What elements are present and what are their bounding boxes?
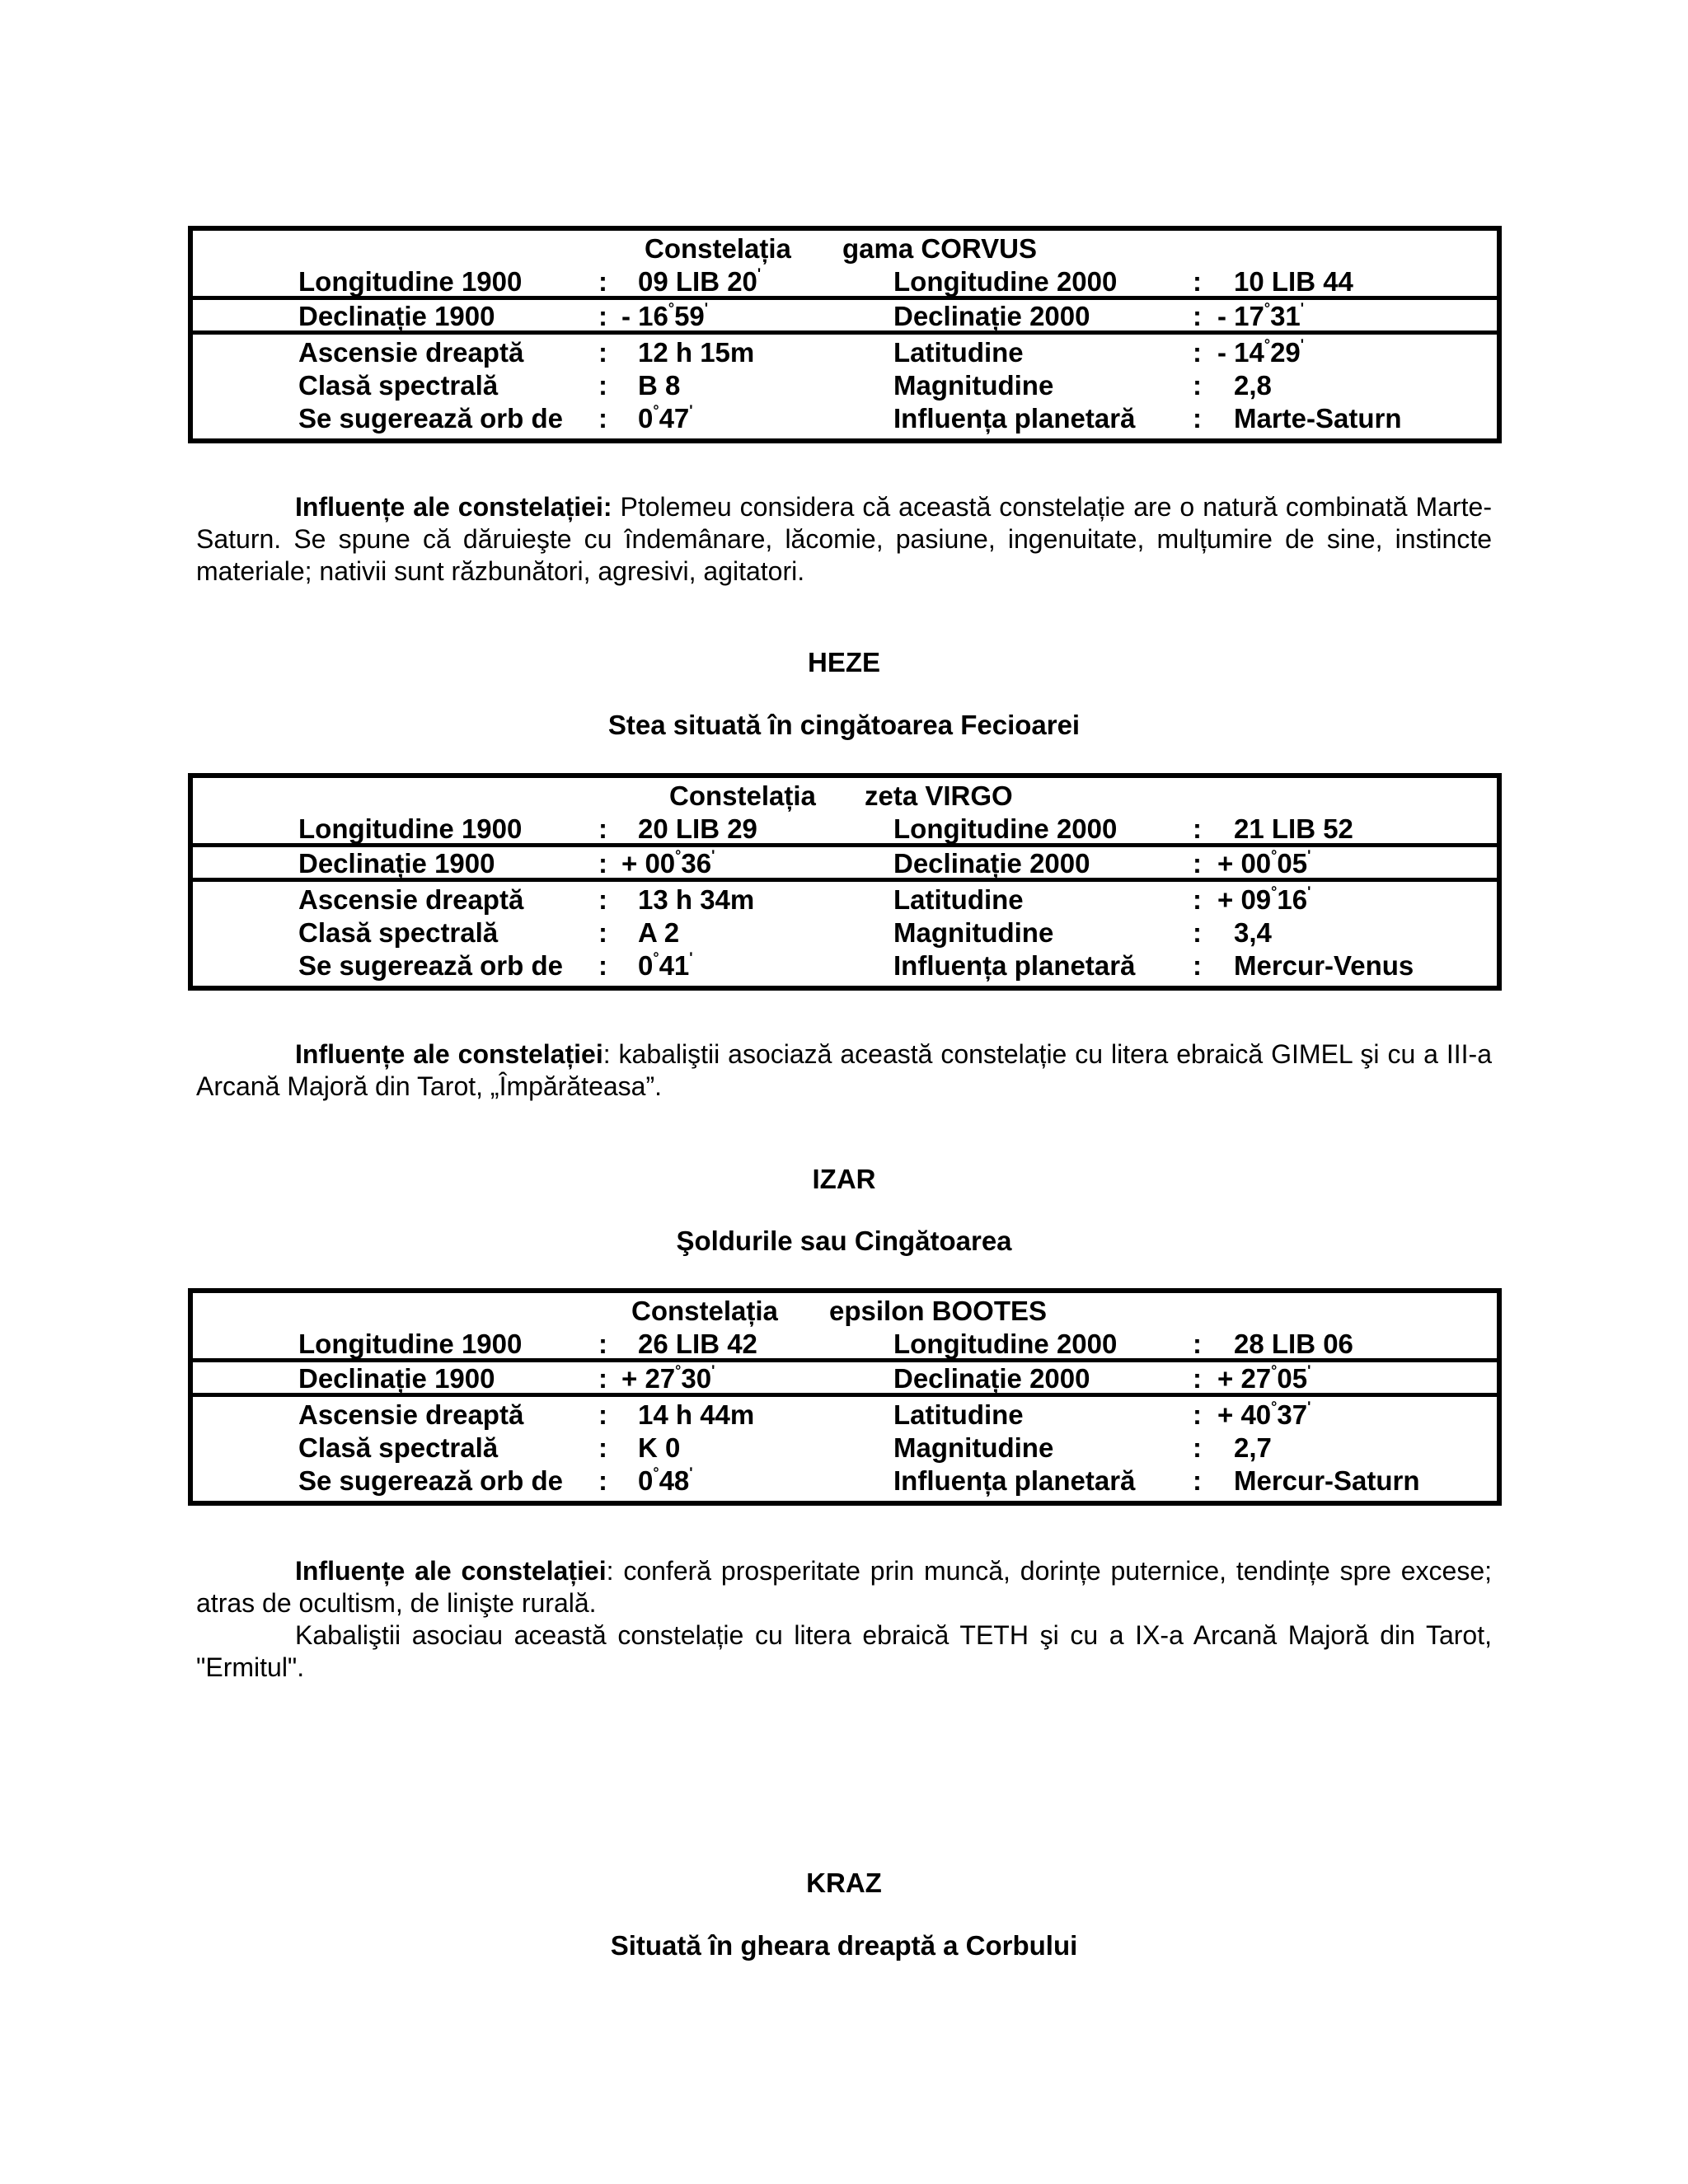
- declination-1900-value: - $16^\circ 59^ʹ$: [621, 300, 709, 331]
- longitude-2000-label: Longitudine 2000: [893, 813, 1118, 844]
- star-subtitle-heze: Stea situată în cingătoarea Fecioarei: [607, 710, 1081, 740]
- declination-1900-label: Declinație 1900: [298, 1363, 495, 1394]
- separator: :: [1193, 1363, 1202, 1394]
- right-ascension-label: Ascensie dreaptă: [298, 884, 524, 915]
- table-section-longitude: [193, 778, 1497, 847]
- star-data-table-corvus: [188, 226, 1502, 443]
- separator: :: [1193, 848, 1202, 879]
- influence-paragraph-virgo: Influențe ale constelației: kabaliştii asociază această constelație cu litera ebraică GIMEL şi cu a III-a Arcană Majoră din Tarot, „Împărăteasa”.: [196, 1039, 1493, 1101]
- latitude-value: + $09^\circ 16^ʹ$: [1217, 883, 1311, 915]
- declination-1900-value: + $00^\circ 36^ʹ$: [621, 847, 715, 879]
- kabbalah-paragraph-bootes: Kabaliştii asociau această constelație cu litera ebraică TETH şi cu a IX-a Arcană Majoră din Tarot, "Ermitul".: [196, 1620, 1492, 1682]
- latitude-label: Latitudine: [893, 1399, 1024, 1430]
- separator: :: [1193, 917, 1202, 948]
- spectral-class-value: B 8: [638, 370, 681, 401]
- separator: :: [1193, 403, 1202, 434]
- table-section-details: [193, 882, 1497, 986]
- longitude-2000-label: Longitudine 2000: [893, 266, 1118, 297]
- separator: :: [598, 1399, 607, 1430]
- planetary-influence-label: Influența planetară: [893, 950, 1136, 981]
- longitude-2000-label: Longitudine 2000: [893, 1329, 1118, 1359]
- table-section-declination: [193, 1362, 1497, 1397]
- separator: :: [598, 266, 607, 297]
- constellation-value: epsilon BOOTES: [829, 1296, 1048, 1326]
- star-subtitle-kraz: Situată în gheara dreaptă a Corbului: [610, 1930, 1078, 1961]
- declination-2000-value: - $17^\circ 31^ʹ$: [1217, 300, 1305, 331]
- declination-2000-value: + $27^\circ 05^ʹ$: [1217, 1362, 1311, 1394]
- separator: :: [598, 1329, 607, 1359]
- orb-value: $0^\circ 47^ʹ$: [638, 402, 693, 434]
- planetary-influence-value: Mercur-Saturn: [1234, 1465, 1420, 1496]
- separator: :: [598, 403, 607, 434]
- latitude-value: + $40^\circ 37^ʹ$: [1217, 1399, 1311, 1430]
- influence-paragraph-corvus: Influențe ale constelației: Ptolemeu considera că această constelație are o natură combinată Marte-Saturn. Se spune că dăruieşte cu îndemânare, lăcomie, pasiune, ingenuitate, mulțumire de sine, instincte materiale; nativii sunt răzbunători, agresivi, agitatori.: [196, 492, 1493, 586]
- influence-paragraph-bootes: Influențe ale constelației: conferă prosperitate prin muncă, dorințe puternice, tendințe spre excese; atras de ocultism, de linişte rurală.: [196, 1556, 1493, 1618]
- declination-1900-label: Declinație 1900: [298, 301, 495, 331]
- constellation-value: gama CORVUS: [842, 233, 1037, 264]
- right-ascension-value: 13 h 34m: [638, 884, 755, 915]
- orb-value: $0^\circ 41^ʹ$: [638, 949, 693, 981]
- separator: :: [1193, 337, 1202, 368]
- orb-label: Se sugerează orb de: [298, 1465, 563, 1496]
- longitude-1900-value: 09 LIB $20^ʹ$: [638, 265, 762, 297]
- right-ascension-value: 12 h 15m: [638, 337, 755, 368]
- spectral-class-label: Clasă spectrală: [298, 370, 499, 401]
- separator: :: [598, 950, 607, 981]
- spectral-class-value: A 2: [638, 917, 680, 948]
- planetary-influence-value: Mercur-Venus: [1234, 950, 1414, 981]
- separator: :: [598, 1465, 607, 1496]
- table-section-longitude: [193, 231, 1497, 300]
- declination-2000-label: Declinație 2000: [893, 1363, 1090, 1394]
- longitude-1900-value: 26 LIB 42: [638, 1329, 757, 1359]
- separator: :: [598, 337, 607, 368]
- spectral-class-label: Clasă spectrală: [298, 1432, 499, 1463]
- star-title-heze: HEZE: [807, 647, 880, 677]
- separator: :: [1193, 301, 1202, 331]
- declination-1900-value: + $27^\circ 30^ʹ$: [621, 1362, 715, 1394]
- separator: :: [598, 917, 607, 948]
- star-data-table-virgo: [188, 773, 1502, 991]
- table-section-details: [193, 1397, 1497, 1501]
- right-ascension-label: Ascensie dreaptă: [298, 1399, 524, 1430]
- longitude-1900-label: Longitudine 1900: [298, 266, 523, 297]
- orb-value: $0^\circ 48^ʹ$: [638, 1465, 693, 1496]
- magnitude-label: Magnitudine: [893, 917, 1054, 948]
- constellation-label: Constelația: [669, 780, 816, 811]
- table-section-declination: [193, 300, 1497, 335]
- longitude-1900-label: Longitudine 1900: [298, 813, 523, 844]
- separator: :: [598, 370, 607, 401]
- separator: :: [1193, 1432, 1202, 1463]
- magnitude-label: Magnitudine: [893, 1432, 1054, 1463]
- planetary-influence-label: Influența planetară: [893, 1465, 1136, 1496]
- constellation-label: Constelația: [645, 233, 791, 264]
- star-data-table-bootes: [188, 1288, 1502, 1506]
- latitude-label: Latitudine: [893, 337, 1024, 368]
- table-section-details: [193, 335, 1497, 438]
- magnitude-label: Magnitudine: [893, 370, 1054, 401]
- separator: :: [1193, 1329, 1202, 1359]
- magnitude-value: 2,8: [1234, 370, 1272, 401]
- star-title-kraz: KRAZ: [806, 1868, 882, 1898]
- orb-label: Se sugerează orb de: [298, 950, 563, 981]
- separator: :: [598, 884, 607, 915]
- longitude-2000-value: 10 LIB 44: [1234, 266, 1353, 297]
- longitude-2000-value: 28 LIB 06: [1234, 1329, 1353, 1359]
- planetary-influence-label: Influența planetară: [893, 403, 1136, 434]
- star-title-izar: IZAR: [812, 1164, 876, 1194]
- declination-1900-label: Declinație 1900: [298, 848, 495, 879]
- table-section-declination: [193, 847, 1497, 882]
- latitude-label: Latitudine: [893, 884, 1024, 915]
- declination-2000-label: Declinație 2000: [893, 301, 1090, 331]
- separator: :: [598, 301, 607, 331]
- longitude-2000-value: 21 LIB 52: [1234, 813, 1353, 844]
- separator: :: [1193, 370, 1202, 401]
- declination-2000-value: + $00^\circ 05^ʹ$: [1217, 847, 1311, 879]
- orb-label: Se sugerează orb de: [298, 403, 563, 434]
- spectral-class-value: K 0: [638, 1432, 681, 1463]
- separator: :: [598, 813, 607, 844]
- planetary-influence-value: Marte-Saturn: [1234, 403, 1402, 434]
- separator: :: [1193, 266, 1202, 297]
- table-section-longitude: [193, 1293, 1497, 1362]
- separator: :: [1193, 1399, 1202, 1430]
- separator: :: [598, 1363, 607, 1394]
- separator: :: [1193, 884, 1202, 915]
- spectral-class-label: Clasă spectrală: [298, 917, 499, 948]
- separator: :: [1193, 1465, 1202, 1496]
- constellation-value: zeta VIRGO: [865, 780, 1013, 811]
- right-ascension-label: Ascensie dreaptă: [298, 337, 524, 368]
- longitude-1900-label: Longitudine 1900: [298, 1329, 523, 1359]
- separator: :: [598, 1432, 607, 1463]
- latitude-value: - $14^\circ 29^ʹ$: [1217, 336, 1305, 368]
- separator: :: [1193, 950, 1202, 981]
- magnitude-value: 2,7: [1234, 1432, 1272, 1463]
- declination-2000-label: Declinație 2000: [893, 848, 1090, 879]
- longitude-1900-value: 20 LIB 29: [638, 813, 757, 844]
- constellation-label: Constelația: [631, 1296, 778, 1326]
- separator: :: [1193, 813, 1202, 844]
- magnitude-value: 3,4: [1234, 917, 1272, 948]
- star-subtitle-izar: Şoldurile sau Cingătoarea: [676, 1226, 1012, 1256]
- separator: :: [598, 848, 607, 879]
- right-ascension-value: 14 h 44m: [638, 1399, 755, 1430]
